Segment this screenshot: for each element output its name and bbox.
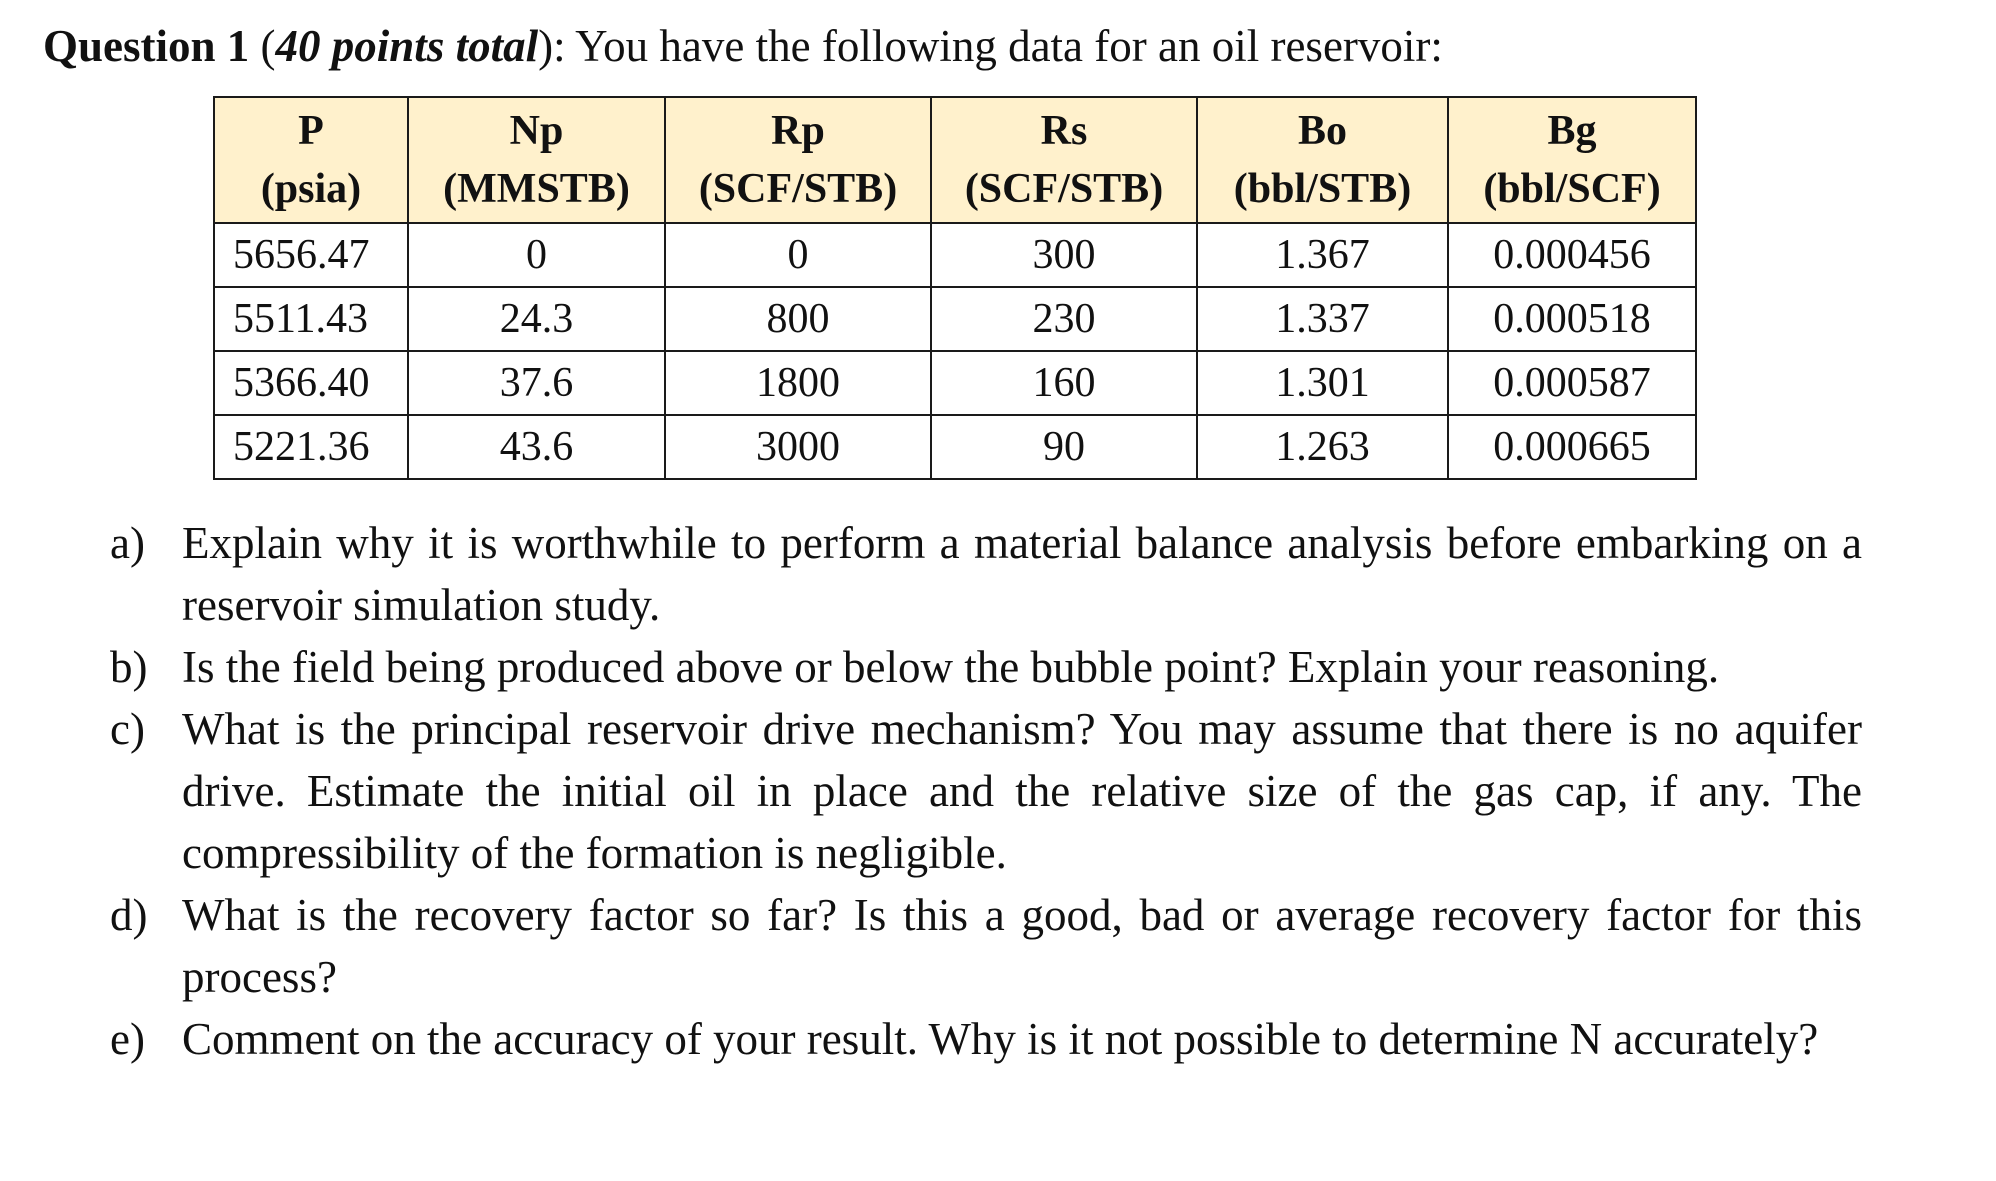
cell-np: 37.6 <box>408 351 665 415</box>
cell-np: 43.6 <box>408 415 665 479</box>
question-parts-list <box>110 512 1862 1070</box>
header-unit: (bbl/STB) <box>1233 166 1412 212</box>
header-unit: (SCF/STB) <box>964 166 1164 212</box>
cell-p: 5366.40 <box>214 351 408 415</box>
cell-p: 5221.36 <box>214 415 408 479</box>
cell-bg: 0.000665 <box>1448 415 1696 479</box>
part-text: Is the field being produced above or below the bubble point? Explain your reasoning. <box>182 642 1720 692</box>
cell-np: 0 <box>408 223 665 287</box>
header-rp <box>665 97 931 223</box>
cell-rs: 300 <box>931 223 1197 287</box>
question-part-c <box>110 698 1862 884</box>
header-name: Rs <box>1040 108 1088 154</box>
header-name: Bo <box>1297 108 1347 154</box>
cell-bo: 1.301 <box>1197 351 1448 415</box>
question-label: Question 1 <box>43 21 250 71</box>
header-p <box>214 97 408 223</box>
table-row <box>214 287 1696 351</box>
cell-p: 5511.43 <box>214 287 408 351</box>
question-part-d <box>110 884 1862 1008</box>
question-part-a <box>110 512 1862 636</box>
open-paren: ( <box>249 21 276 71</box>
cell-p: 5656.47 <box>214 223 408 287</box>
header-name: Rp <box>771 108 825 154</box>
header-unit: (MMSTB) <box>443 166 630 212</box>
cell-np: 24.3 <box>408 287 665 351</box>
cell-rp: 800 <box>665 287 931 351</box>
header-rs <box>931 97 1197 223</box>
table-header-row <box>214 97 1696 223</box>
cell-rs: 230 <box>931 287 1197 351</box>
cell-rs: 90 <box>931 415 1197 479</box>
header-bg <box>1448 97 1696 223</box>
header-np <box>408 97 665 223</box>
header-unit: (psia) <box>260 166 362 212</box>
cell-bg: 0.000456 <box>1448 223 1696 287</box>
part-marker: e) <box>110 1014 145 1064</box>
part-marker: d) <box>110 890 148 940</box>
question-part-e <box>110 1008 1862 1070</box>
part-marker: a) <box>110 518 145 568</box>
header-unit: (bbl/SCF) <box>1483 166 1661 212</box>
cell-bg: 0.000518 <box>1448 287 1696 351</box>
part-marker: b) <box>110 642 148 692</box>
table-row <box>214 351 1696 415</box>
header-name: Np <box>509 108 564 154</box>
close-paren: ): <box>538 21 566 71</box>
header-name: P <box>298 108 324 154</box>
cell-bo: 1.337 <box>1197 287 1448 351</box>
cell-rs: 160 <box>931 351 1197 415</box>
points-total: 40 points total <box>275 21 539 71</box>
header-name: Bg <box>1547 108 1597 154</box>
question-part-b <box>110 636 1862 698</box>
question-heading <box>43 18 1443 74</box>
cell-rp: 1800 <box>665 351 931 415</box>
part-text: What is the recovery factor so far? Is this a good, bad or average recovery factor for this process? <box>182 890 1862 1002</box>
part-text: What is the principal reservoir drive mechanism? You may assume that there is no aquifer drive. Estimate the initial oil in place and the relative size of the gas cap, if any. The compressibility of the formation is negligible. <box>182 704 1862 878</box>
header-bo <box>1197 97 1448 223</box>
part-text: Explain why it is worthwhile to perform a material balance analysis before embarking on a reservoir simulation study. <box>182 518 1862 630</box>
cell-bo: 1.263 <box>1197 415 1448 479</box>
table-row <box>214 223 1696 287</box>
cell-rp: 3000 <box>665 415 931 479</box>
cell-bo: 1.367 <box>1197 223 1448 287</box>
part-text: Comment on the accuracy of your result. Why is it not possible to determine N accurately? <box>182 1014 1819 1064</box>
cell-bg: 0.000587 <box>1448 351 1696 415</box>
question-text: You have the following data for an oil reservoir: <box>565 21 1443 71</box>
cell-rp: 0 <box>665 223 931 287</box>
header-unit: (SCF/STB) <box>698 166 898 212</box>
reservoir-data-table <box>213 96 1697 480</box>
part-marker: c) <box>110 704 145 754</box>
table-row <box>214 415 1696 479</box>
